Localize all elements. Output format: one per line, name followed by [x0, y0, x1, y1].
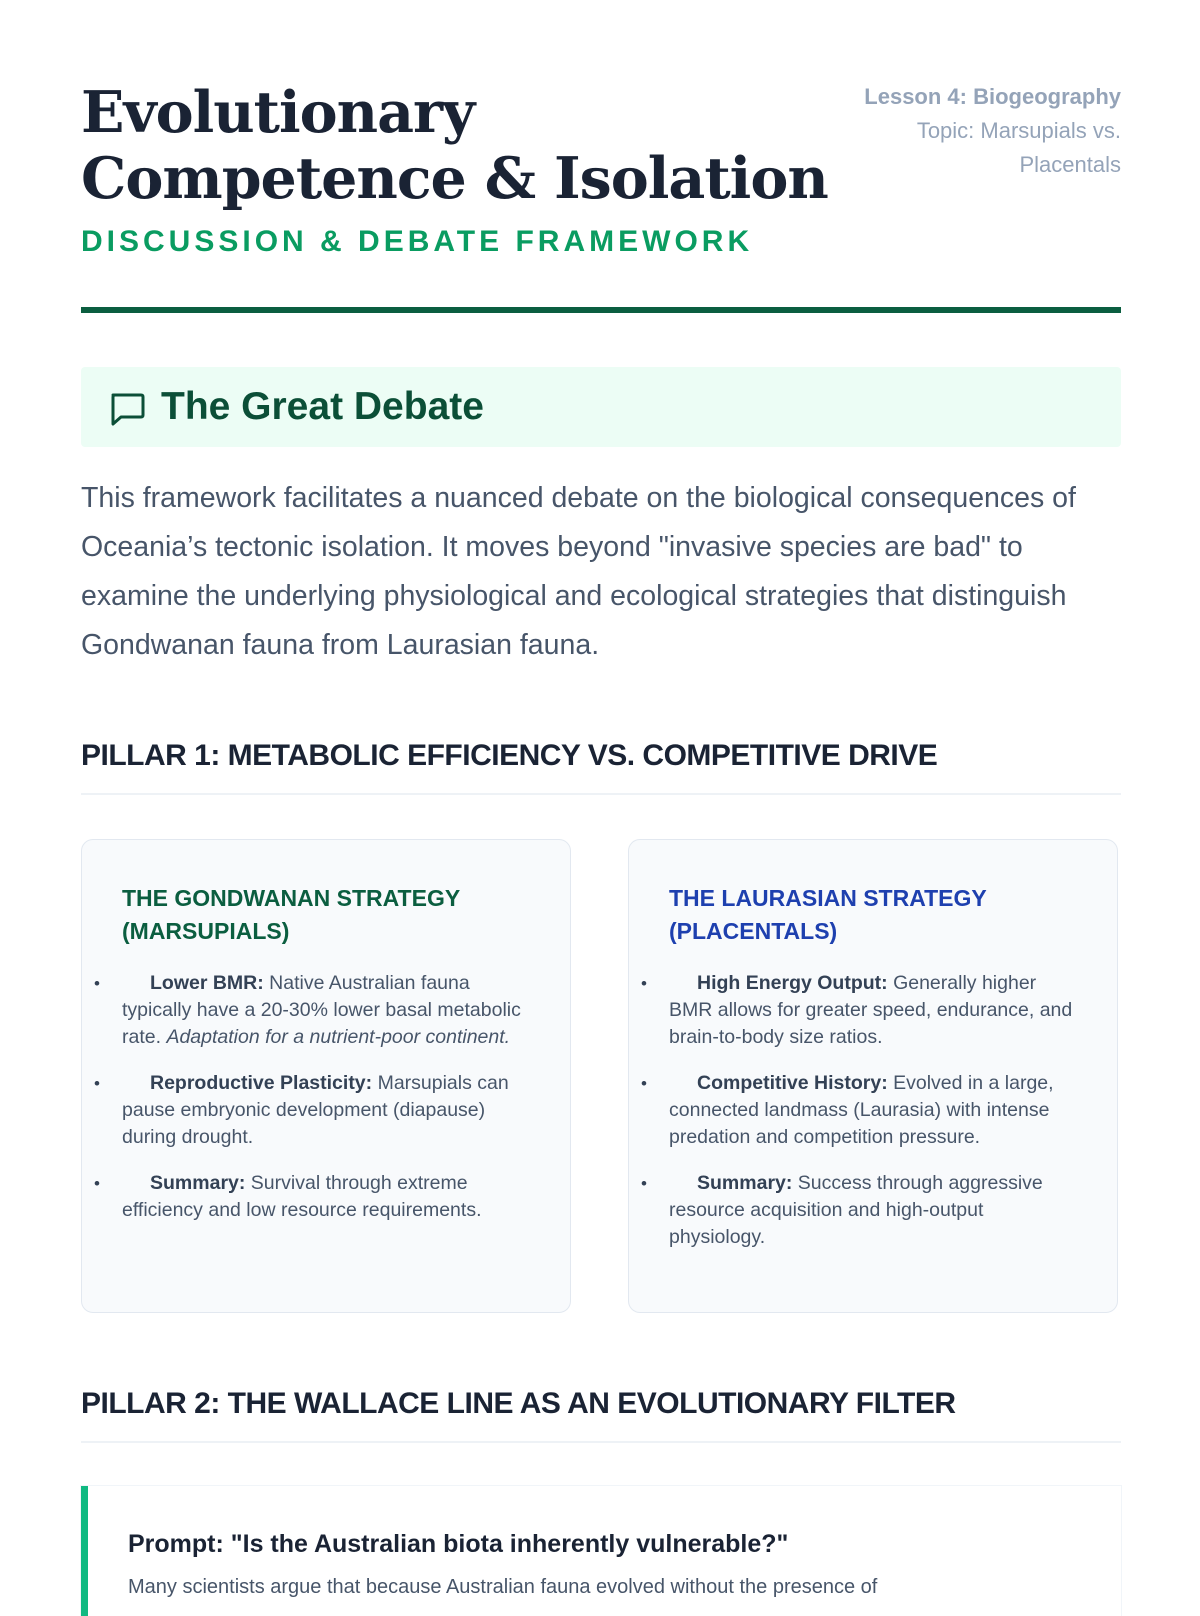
lesson-meta: [861, 80, 1121, 182]
item-label: Summary:: [150, 1172, 246, 1194]
topic-label: Topic: Marsupials vs. Placentals: [916, 118, 1121, 177]
great-debate-banner: [81, 367, 1121, 447]
item-text: Survival through extreme efficiency and low resource requirements.: [122, 1172, 482, 1221]
item-label: Lower BMR:: [150, 972, 264, 994]
laurasian-list: [669, 970, 1077, 1251]
list-item: [122, 1070, 530, 1151]
gondwanan-list: [122, 970, 530, 1224]
prompt-text: Many scientists argue that because Australian fauna evolved without the presence of: [128, 1576, 878, 1598]
item-text: Success through aggressive resource acquisition and high-output physiology.: [669, 1172, 1043, 1248]
laurasian-strategy-card: [628, 839, 1118, 1313]
gondwanan-strategy-card: [81, 839, 571, 1313]
list-item: [669, 1070, 1077, 1151]
lesson-label: Lesson 4: Biogeography: [864, 84, 1121, 109]
prompt-title: Prompt: "Is the Australian biota inherently vulnerable?": [128, 1530, 789, 1558]
list-item: [669, 970, 1077, 1051]
laurasian-card-title: THE LAURASIAN STRATEGY (PLACENTALS): [669, 885, 987, 944]
page-header: [81, 79, 1121, 258]
gondwanan-card-title: THE GONDWANAN STRATEGY (MARSUPIALS): [122, 885, 460, 944]
chat-bubble-icon: [107, 389, 147, 429]
item-label: Summary:: [697, 1172, 793, 1194]
header-divider: [81, 307, 1121, 313]
list-item: [122, 970, 530, 1051]
item-label: Reproductive Plasticity:: [150, 1072, 373, 1094]
page-title: Evolutionary Competence & Isolation: [81, 79, 828, 212]
pillar-2-heading: PILLAR 2: THE WALLACE LINE AS AN EVOLUTIONARY FILTER: [81, 1387, 1121, 1443]
debate-prompt-block: [81, 1486, 1121, 1616]
item-text: Marsupials can pause embryonic development (diapause) during drought.: [122, 1072, 509, 1148]
item-text: Generally higher BMR allows for greater speed, endurance, and brain-to-body size ratios.: [669, 972, 1073, 1048]
list-item: [669, 1170, 1077, 1251]
item-label: Competitive History:: [697, 1072, 888, 1094]
item-text: Native Australian fauna typically have a 20-30% lower basal metabolic rate.: [122, 972, 521, 1048]
item-text: Evolved in a large, connected landmass (Laurasia) with intense predation and competition pressure.: [669, 1072, 1054, 1148]
intro-paragraph: This framework facilitates a nuanced debate on the biological consequences of Oceania’s tectonic isolation. It moves beyond "invasive species are bad" to examine the underlying physiological and ecological strategies that distinguish Gondwanan fauna from Laurasian fauna.: [81, 482, 1076, 661]
page-subtitle: DISCUSSION & DEBATE FRAMEWORK: [81, 225, 754, 258]
pillar-1-heading: PILLAR 1: METABOLIC EFFICIENCY VS. COMPETITIVE DRIVE: [81, 739, 1121, 795]
great-debate-heading: The Great Debate: [161, 385, 484, 428]
list-item: [122, 1170, 530, 1224]
item-emphasis: Adaptation for a nutrient-poor continent.: [166, 1026, 511, 1048]
item-label: High Energy Output:: [697, 972, 888, 994]
